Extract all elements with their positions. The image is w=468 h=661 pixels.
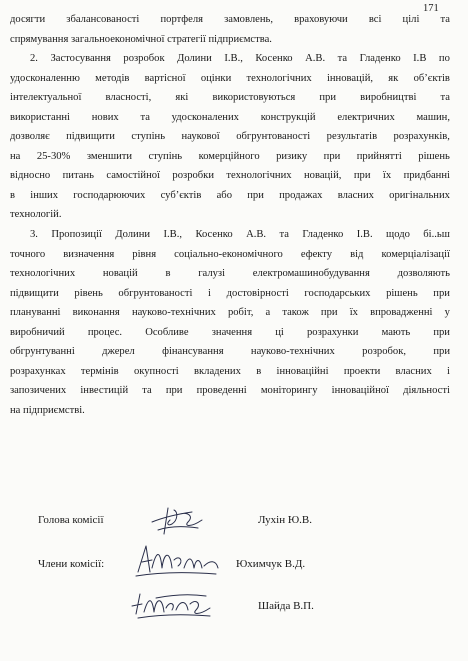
- word: новацій,: [303, 170, 342, 182]
- word: при: [319, 92, 337, 104]
- word: діяльності: [403, 385, 450, 397]
- word: власних: [395, 365, 432, 377]
- word: Особливе: [145, 326, 189, 338]
- word: визначення: [63, 248, 115, 260]
- word: фінансування: [162, 346, 224, 358]
- word: технологічних: [226, 170, 292, 182]
- word: прийнятті: [356, 150, 402, 162]
- word: точного: [10, 248, 46, 260]
- word: розробок,: [362, 346, 406, 358]
- word: удосконалених: [171, 111, 239, 123]
- word: і: [447, 365, 450, 377]
- word: бі..ьш: [423, 229, 450, 241]
- word: А.В.: [246, 229, 267, 241]
- word: зменшити: [86, 150, 133, 162]
- word: термінів: [80, 365, 119, 377]
- word: нових: [91, 111, 119, 123]
- word: відносно: [10, 170, 51, 182]
- word: комерційного: [198, 150, 260, 162]
- word: портфеля: [160, 14, 203, 25]
- member1-signature: [130, 538, 222, 582]
- word: Долини: [177, 53, 212, 65]
- word: ризику: [276, 150, 308, 162]
- word: самостійної: [106, 170, 161, 182]
- word: розрахунках: [10, 365, 66, 377]
- word: інших: [30, 189, 58, 201]
- word: обгрунтованості: [118, 287, 193, 299]
- word: розрахунків,: [393, 131, 450, 143]
- word: всі: [368, 14, 382, 25]
- word: обгрунтуванні: [10, 346, 75, 358]
- word: ступінь: [148, 150, 183, 162]
- word: достовірності: [226, 287, 289, 299]
- word: в: [256, 365, 262, 377]
- word: при: [320, 307, 338, 319]
- word: рівня: [132, 248, 157, 260]
- word: інноваційної: [331, 385, 389, 397]
- word: при: [353, 170, 371, 182]
- word: при: [433, 326, 450, 338]
- word: господарюючих: [73, 189, 146, 201]
- members-label: Члени комісії:: [38, 558, 105, 570]
- word: робіт,: [227, 307, 254, 319]
- word: та: [142, 385, 152, 397]
- word: замовлень,: [224, 14, 273, 25]
- word: враховуючи: [294, 14, 348, 25]
- word: або: [216, 189, 232, 201]
- word: обгрунтованості: [236, 131, 311, 143]
- word: І.В.,: [224, 53, 243, 65]
- word: продажах: [279, 189, 323, 201]
- word: та: [279, 229, 289, 241]
- member2-signature: [126, 586, 216, 622]
- word: електричних: [337, 111, 395, 123]
- word: науково-технічних: [131, 307, 216, 319]
- word: як: [388, 72, 399, 84]
- word: комерціалізації: [381, 248, 450, 260]
- word: в: [165, 268, 171, 280]
- word: І.В.,: [163, 229, 183, 241]
- member2-name: Шайда В.П.: [258, 600, 314, 612]
- word: на: [10, 150, 21, 162]
- word: науково-технічних: [250, 346, 335, 358]
- word: А.В.: [305, 53, 326, 65]
- word: значення: [211, 326, 253, 338]
- word: виконання: [72, 307, 120, 319]
- word: при: [247, 189, 264, 201]
- word: технологічних: [10, 268, 76, 280]
- word: виробництві: [360, 92, 417, 104]
- word: рішень: [386, 287, 418, 299]
- text-line: технологій.: [10, 209, 62, 221]
- word: інвестицій: [80, 385, 129, 397]
- word: проекти: [343, 365, 381, 377]
- word: та: [337, 53, 348, 65]
- word: електромашинобудування: [252, 268, 370, 280]
- word: цілі: [402, 14, 420, 25]
- word: наукової: [181, 131, 220, 143]
- word: ефекту: [300, 248, 333, 260]
- word: методів: [95, 72, 130, 84]
- word: новацій: [102, 268, 138, 280]
- word: ці: [275, 326, 284, 338]
- word: 25-30%: [36, 150, 71, 162]
- word: при: [433, 287, 450, 299]
- word: окупності: [133, 365, 179, 377]
- word: І.В: [413, 53, 427, 65]
- word: плануванні: [10, 307, 61, 319]
- word: питань: [62, 170, 94, 182]
- word: мають: [381, 326, 411, 338]
- word: удосконаленню: [10, 72, 80, 84]
- word: впровадженні: [370, 307, 433, 319]
- page-number: 171: [423, 3, 439, 14]
- word: конструкцій: [260, 111, 316, 123]
- word: розробки: [172, 170, 215, 182]
- word: І.В.: [356, 229, 373, 241]
- word: також: [282, 307, 309, 319]
- word: рівень: [74, 287, 103, 299]
- chair-signature: [148, 500, 210, 540]
- word: та: [140, 111, 150, 123]
- word: Долини: [115, 229, 151, 241]
- word: придбанні: [403, 170, 450, 182]
- word: об’єктів: [413, 72, 450, 84]
- word: рішень: [418, 150, 450, 162]
- word: галузі: [198, 268, 226, 280]
- word: по: [438, 53, 450, 65]
- word: технологічних: [246, 72, 312, 84]
- word: дозволяють: [397, 268, 450, 280]
- word: збалансованості: [66, 14, 140, 25]
- word: досягти: [10, 14, 46, 25]
- word: від: [350, 248, 364, 260]
- word: оригінальних: [389, 189, 450, 201]
- word: соціально-економічного: [174, 248, 283, 260]
- chair-name: Лухін Ю.В.: [258, 514, 313, 526]
- word: процес.: [87, 326, 123, 338]
- word: Гладенко: [302, 229, 344, 241]
- word: ступінь: [131, 131, 166, 143]
- word: їх: [382, 170, 392, 182]
- word: підвищити: [66, 131, 115, 143]
- word: використовуються: [212, 92, 296, 104]
- word: Гладенко: [359, 53, 401, 65]
- word: Косенко: [195, 229, 233, 241]
- chair-label: Голова комісії: [38, 514, 104, 526]
- word: джерел: [102, 346, 135, 358]
- word: власних: [337, 189, 374, 201]
- word: і: [208, 287, 211, 299]
- word: в: [10, 189, 16, 201]
- word: машин,: [416, 111, 450, 123]
- word: Косенко: [255, 53, 293, 65]
- word: власності,: [105, 92, 152, 104]
- word: моніторингу: [260, 385, 318, 397]
- word: їх: [349, 307, 358, 319]
- word: проведенні: [196, 385, 247, 397]
- word: інтелектуальної: [10, 92, 82, 104]
- word: 2.: [30, 53, 38, 65]
- word: вкладених: [194, 365, 241, 377]
- word: вартісної: [144, 72, 186, 84]
- word: при: [165, 385, 183, 397]
- word: та: [440, 14, 450, 25]
- word: виробничий: [10, 326, 65, 338]
- word: та: [440, 92, 450, 104]
- word: щодо: [386, 229, 410, 241]
- word: інноваційні: [276, 365, 329, 377]
- word: суб’єктів: [160, 189, 202, 201]
- word: інновацій,: [326, 72, 374, 84]
- word: 3.: [30, 229, 38, 241]
- word: господарських: [304, 287, 371, 299]
- text-line: спрямування загальноекономічної стратегії підприємства.: [10, 33, 272, 45]
- word: розробок: [123, 53, 165, 65]
- word: які: [175, 92, 189, 104]
- word: запозичених: [10, 385, 67, 397]
- word: підвищити: [10, 287, 59, 299]
- word: а: [265, 307, 271, 319]
- word: при: [323, 150, 341, 162]
- word: у: [444, 307, 450, 319]
- word: при: [433, 346, 450, 358]
- word: Пропозиції: [51, 229, 102, 241]
- word: дозволяє: [10, 131, 50, 143]
- word: розрахунки: [307, 326, 359, 338]
- word: використанні: [10, 111, 70, 123]
- word: оцінки: [200, 72, 232, 84]
- member1-name: Юхимчук В.Д.: [236, 558, 306, 570]
- word: Застосування: [50, 53, 111, 65]
- word: результатів: [326, 131, 378, 143]
- text-line: на підприємстві.: [10, 404, 85, 416]
